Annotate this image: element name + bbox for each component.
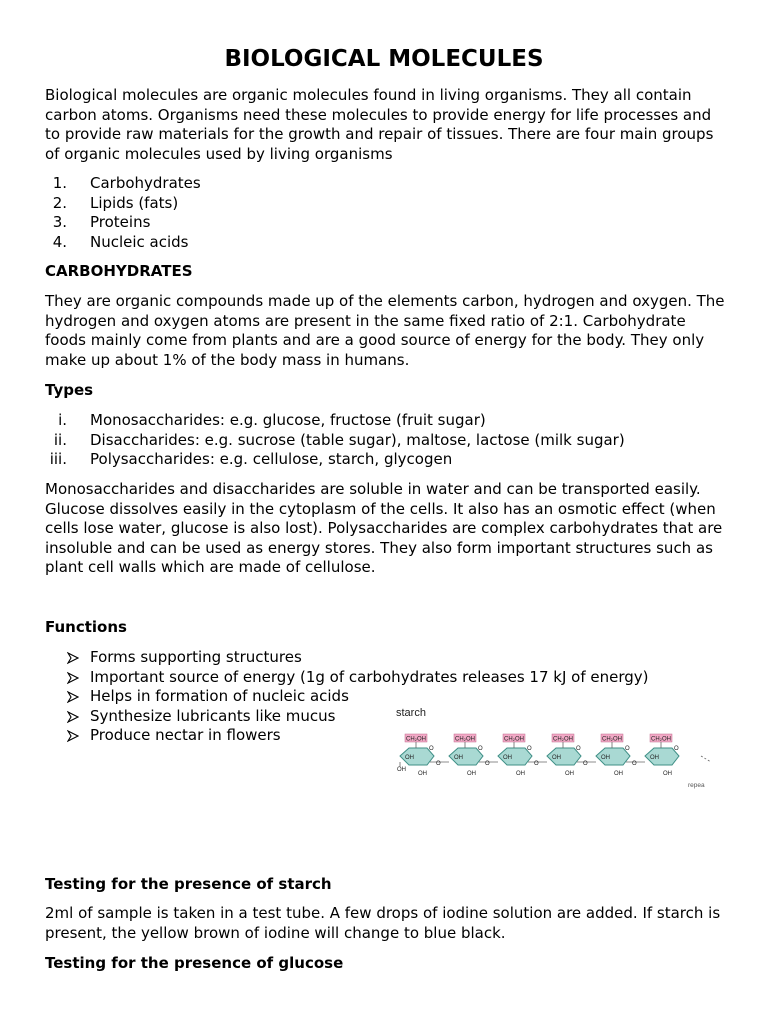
list-item [45,431,725,451]
list-text: Synthesize lubricants like mucus [90,706,336,725]
ch2oh-label: CH₂OH [553,736,573,743]
types-list [45,411,725,470]
list-item [45,668,725,688]
arrow-bullet-icon [67,726,81,751]
ring-oxygen-label: O [674,746,679,752]
ch2oh-label: CH₂OH [651,736,671,743]
oh-label: OH [614,771,623,777]
oh-label: OH [516,771,525,777]
oh-label: OH [418,771,427,777]
list-item [45,648,725,668]
repeat-label: repea [688,782,705,789]
list-number: 2. [52,193,67,212]
ring-oxygen-label: O [429,746,434,752]
oh-label: OH [552,755,561,761]
ring-oxygen-label: O [625,746,630,752]
list-text: Polysaccharides: e.g. cellulose, starch, glycogen [90,450,453,469]
bridge-oxygen-label: O [583,761,588,767]
list-text: Helps in formation of nucleic acids [90,687,349,706]
ring-oxygen-label: O [478,746,483,752]
bridge-oxygen-label: O [534,761,539,767]
types-heading: Types [45,381,94,399]
oh-label: OH [650,755,659,761]
list-number: 3. [52,213,67,232]
figure-label: starch [396,707,426,719]
list-item [45,411,725,431]
oh-label: OH [397,767,406,773]
bridge-oxygen-label: O [485,761,490,767]
list-text: Proteins [90,213,151,232]
ring-oxygen-label: O [527,746,532,752]
starch-test-heading: Testing for the presence of starch [45,875,332,893]
oh-label: OH [663,771,672,777]
list-number: i. [58,411,67,429]
glucose-test-heading: Testing for the presence of glucose [45,954,344,972]
ring-oxygen-label: O [576,746,581,752]
starch-test-paragraph: 2ml of sample is taken in a test tube. A few drops of iodine solution are added. If starch is present, the yellow brown of iodine will change to blue black. [45,904,721,942]
oh-label: OH [405,755,414,761]
carbohydrates-paragraph: They are organic compounds made up of the elements carbon, hydrogen and oxygen. The hydrogen and oxygen atoms are present in the same fixed ratio of 2:1. Carbohydrate foods mainly come from plants and are a good source of energy for the body. They only make up about 1% of the body mass in humans. [45,292,725,369]
document-title: BIOLOGICAL MOLECULES [224,46,544,72]
oh-label: OH [467,771,476,777]
oh-label: OH [503,755,512,761]
functions-heading: Functions [45,618,127,636]
ch2oh-label: CH₂OH [504,736,524,743]
list-text: Produce nectar in flowers [90,726,281,745]
list-text: Forms supporting structures [90,648,302,666]
ch2oh-label: CH₂OH [455,736,475,743]
list-number: ii. [53,430,67,449]
list-text: Nucleic acids [90,232,189,251]
list-item [45,194,725,214]
carbohydrates-heading: CARBOHYDRATES [45,262,193,280]
list-text: Disaccharides: e.g. sucrose (table sugar), maltose, lactose (milk sugar) [90,430,625,449]
chain-continues [701,756,711,762]
list-text: Lipids (fats) [90,193,179,212]
list-item [45,450,725,470]
oh-label: OH [565,771,574,777]
ch2oh-label: CH₂OH [406,736,426,743]
bridge-oxygen-label: O [436,761,441,767]
intro-paragraph: Biological molecules are organic molecules found in living organisms. They all contain carbon atoms. Organisms need these molecules to provide energy for life processes and to provide raw materials for the growth and repair of tissues. There are four main groups of organic molecules used by living organisms [45,86,714,163]
solubility-paragraph: Monosaccharides and disaccharides are soluble in water and can be transported easily. Glucose dissolves easily in the cytoplasm of the cells. It also has an osmotic effect (when cells lose water, glucose is also lost). Polysaccharides are complex carbohydrates that are insoluble and can be used as energy stores. They also form important structures such as plant cell walls which are made of cellulose. [45,480,723,577]
list-text: Monosaccharides: e.g. glucose, fructose (fruit sugar) [90,411,486,429]
starch-chain [397,734,711,777]
oh-label: OH [454,755,463,761]
list-number: 1. [52,174,67,192]
list-number: iii. [49,450,67,469]
list-text: Carbohydrates [90,174,201,192]
bridge-oxygen-label: O [632,761,637,767]
list-text: Important source of energy (1g of carbohydrates releases 17 kJ of energy) [90,667,649,686]
ch2oh-label: CH₂OH [602,736,622,743]
list-item [45,174,725,194]
list-item [45,213,725,233]
starch-diagram [395,704,715,794]
list-item [45,233,725,253]
oh-label: OH [601,755,610,761]
list-number: 4. [52,232,67,251]
groups-list [45,174,725,252]
